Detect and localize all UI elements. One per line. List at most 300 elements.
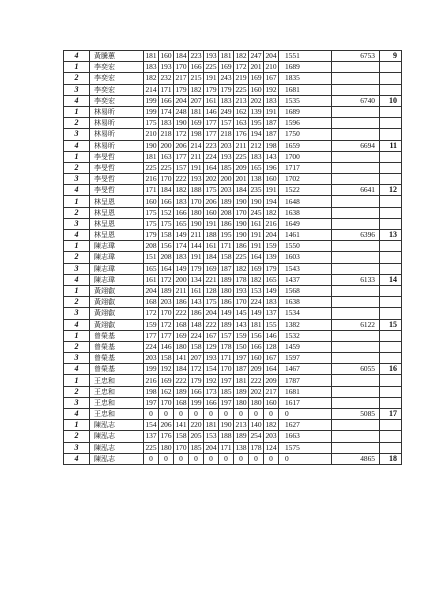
game-score: 141: [175, 353, 187, 363]
rank-cell: [380, 118, 402, 129]
player-name: 黃翊叡: [90, 285, 144, 296]
game-score: 204: [175, 95, 187, 105]
game-number: 2: [64, 386, 90, 397]
game-score: 184: [235, 185, 247, 195]
row-total: 1617: [279, 397, 332, 408]
game-score: 184: [175, 364, 187, 374]
grand-total: 6753: [332, 51, 380, 62]
grand-total: [332, 397, 380, 408]
rank-cell: 9: [380, 51, 402, 62]
rank-cell: 11: [380, 140, 402, 151]
game-score: 202: [250, 95, 262, 105]
row-total: 1681: [279, 386, 332, 397]
game-score: 190: [250, 196, 262, 206]
grand-total: [332, 442, 380, 453]
game-score: 209: [235, 162, 247, 172]
table-row: [64, 140, 402, 151]
game-score: 170: [175, 442, 187, 452]
row-total: 1551: [279, 51, 332, 62]
player-name: 曾榮基: [90, 341, 144, 352]
game-score: 0: [264, 453, 279, 464]
game-score: 187: [220, 263, 232, 273]
game-score: 206: [175, 140, 187, 150]
game-number: 2: [64, 431, 90, 442]
table-row: [64, 51, 402, 62]
game-score: 170: [190, 196, 202, 206]
game-number: 2: [64, 162, 90, 173]
game-score: 202: [205, 174, 217, 184]
game-score: 187: [235, 364, 247, 374]
row-total: 1702: [279, 174, 332, 185]
game-score: 146: [160, 341, 172, 351]
game-score: 178: [220, 341, 232, 351]
game-score: 217: [175, 73, 187, 83]
rank-cell: [380, 420, 402, 431]
game-score: 216: [145, 375, 157, 385]
game-score: 0: [204, 453, 219, 464]
game-score: 189: [235, 431, 247, 441]
grand-total: [332, 84, 380, 95]
grand-total: [332, 308, 380, 319]
row-total: 1689: [279, 106, 332, 117]
game-score: 183: [220, 95, 232, 105]
game-score: 169: [250, 73, 262, 83]
game-score: 180: [175, 341, 187, 351]
grand-total: [332, 151, 380, 162]
game-score: 180: [250, 397, 262, 407]
rank-cell: [380, 207, 402, 218]
game-number: 1: [64, 151, 90, 162]
row-total: 1689: [279, 62, 332, 73]
game-number: 4: [64, 140, 90, 151]
game-score: 159: [265, 241, 277, 251]
table-row: [64, 196, 402, 207]
game-score: 192: [160, 364, 172, 374]
game-score: 212: [250, 140, 262, 150]
game-score: 152: [160, 207, 172, 217]
row-total: 0: [279, 409, 332, 420]
player-name: 陳志瑋: [90, 274, 144, 285]
game-score: 206: [205, 196, 217, 206]
row-total: 1550: [279, 241, 332, 252]
grand-total: 5085: [332, 409, 380, 420]
game-score: 184: [205, 252, 217, 262]
game-score: 191: [265, 185, 277, 195]
game-score: 161: [205, 241, 217, 251]
player-name: 李旻哲: [90, 151, 144, 162]
game-score: 181: [235, 375, 247, 385]
game-score: 156: [250, 330, 262, 340]
grand-total: [332, 285, 380, 296]
player-name: 黃翊叡: [90, 319, 144, 330]
game-score: 189: [235, 386, 247, 396]
row-total: 1603: [279, 252, 332, 263]
game-score: 213: [235, 95, 247, 105]
game-score: 172: [235, 62, 247, 72]
row-total: 1461: [279, 230, 332, 241]
row-total: 1638: [279, 207, 332, 218]
game-score: 0: [174, 409, 189, 420]
game-number: 2: [64, 118, 90, 129]
game-score: 0: [219, 409, 234, 420]
game-score: 0: [144, 409, 159, 420]
game-score: 161: [190, 286, 202, 296]
table-row: [64, 420, 402, 431]
game-score: 209: [250, 364, 262, 374]
game-score: 169: [205, 263, 217, 273]
game-score: 128: [265, 341, 277, 351]
game-score: 225: [205, 62, 217, 72]
game-score: 191: [250, 230, 262, 240]
rank-cell: [380, 397, 402, 408]
player-name: 林易昕: [90, 140, 144, 151]
rank-cell: [380, 151, 402, 162]
game-score: 249: [220, 107, 232, 117]
game-score: 190: [145, 140, 157, 150]
game-score: 169: [175, 330, 187, 340]
game-score: 193: [220, 151, 232, 161]
game-score: 139: [250, 107, 262, 117]
game-score: 188: [205, 230, 217, 240]
game-score: 160: [265, 174, 277, 184]
game-number: 1: [64, 241, 90, 252]
game-score: 208: [220, 207, 232, 217]
game-score: 0: [159, 409, 174, 420]
game-score: 182: [235, 51, 247, 61]
row-total: 1597: [279, 353, 332, 364]
player-name: 林易昕: [90, 106, 144, 117]
game-score: 179: [190, 375, 202, 385]
game-score: 190: [235, 230, 247, 240]
row-total: 1467: [279, 364, 332, 375]
game-score: 222: [250, 375, 262, 385]
game-score: 170: [220, 364, 232, 374]
game-score: 172: [160, 274, 172, 284]
game-score: 169: [250, 263, 262, 273]
player-name: 陳泓志: [90, 453, 144, 464]
table-row: [64, 84, 402, 95]
game-score: 225: [235, 151, 247, 161]
rank-cell: 12: [380, 185, 402, 196]
rank-cell: [380, 241, 402, 252]
game-score: 232: [160, 73, 172, 83]
rank-cell: 13: [380, 230, 402, 241]
game-score: 178: [250, 442, 262, 452]
table-row: [64, 129, 402, 140]
game-score: 170: [160, 397, 172, 407]
game-score: 160: [160, 51, 172, 61]
table-row: [64, 162, 402, 173]
game-number: 3: [64, 174, 90, 185]
game-score: 175: [160, 218, 172, 228]
player-name: 王忠和: [90, 386, 144, 397]
table-row: [64, 364, 402, 375]
game-score: 183: [265, 95, 277, 105]
table-row: [64, 330, 402, 341]
game-score: 220: [190, 420, 202, 430]
game-score: 248: [175, 107, 187, 117]
rank-cell: [380, 308, 402, 319]
game-score: 186: [220, 297, 232, 307]
game-score: 153: [205, 431, 217, 441]
row-total: 1750: [279, 129, 332, 140]
game-score: 171: [220, 442, 232, 452]
game-score: 215: [190, 73, 202, 83]
game-number: 1: [64, 285, 90, 296]
game-score: 216: [145, 174, 157, 184]
grand-total: 6694: [332, 140, 380, 151]
game-score: 141: [175, 420, 187, 430]
game-score: 190: [175, 118, 187, 128]
game-score: 194: [265, 196, 277, 206]
game-score: 192: [265, 84, 277, 94]
game-score: 143: [265, 151, 277, 161]
game-score: 235: [250, 185, 262, 195]
grand-total: [332, 73, 380, 84]
game-number: 4: [64, 95, 90, 106]
game-score: 134: [190, 274, 202, 284]
game-score: 189: [220, 319, 232, 329]
rank-cell: [380, 375, 402, 386]
player-name: 林易昕: [90, 129, 144, 140]
game-score: 164: [250, 252, 262, 262]
game-score: 175: [145, 118, 157, 128]
game-score: 161: [250, 218, 262, 228]
table-row: [64, 207, 402, 218]
grand-total: [332, 218, 380, 229]
game-score: 166: [160, 95, 172, 105]
game-score: 179: [145, 230, 157, 240]
game-score: 154: [205, 364, 217, 374]
row-total: 1681: [279, 84, 332, 95]
game-score: 210: [145, 129, 157, 139]
game-score: 222: [175, 174, 187, 184]
table-row: [64, 308, 402, 319]
game-score: 149: [220, 308, 232, 318]
table-row: [64, 218, 402, 229]
table-row: [64, 375, 402, 386]
game-score: 0: [249, 453, 264, 464]
player-name: 黃翊叡: [90, 308, 144, 319]
row-total: 1522: [279, 185, 332, 196]
game-score: 185: [190, 442, 202, 452]
game-number: 4: [64, 230, 90, 241]
row-total: 1659: [279, 140, 332, 151]
grand-total: [332, 263, 380, 274]
game-score: 175: [205, 297, 217, 307]
grand-total: [332, 353, 380, 364]
row-total: 1535: [279, 95, 332, 106]
game-score: 183: [160, 118, 172, 128]
game-score: 0: [219, 453, 234, 464]
game-score: 177: [205, 129, 217, 139]
game-score: 0: [234, 409, 249, 420]
table-row: [64, 263, 402, 274]
game-score: 167: [205, 330, 217, 340]
game-score: 225: [235, 84, 247, 94]
game-score: 159: [235, 330, 247, 340]
grand-total: [332, 341, 380, 352]
game-score: 190: [235, 218, 247, 228]
game-score: 193: [190, 174, 202, 184]
grand-total: [332, 207, 380, 218]
game-number: 2: [64, 297, 90, 308]
game-score: 199: [190, 397, 202, 407]
game-score: 176: [160, 431, 172, 441]
game-score: 170: [235, 207, 247, 217]
player-name: 陳泓志: [90, 431, 144, 442]
game-number: 3: [64, 397, 90, 408]
player-name: 陳泓志: [90, 420, 144, 431]
rank-cell: [380, 218, 402, 229]
game-score: 203: [160, 297, 172, 307]
rank-cell: [380, 431, 402, 442]
rank-cell: [380, 196, 402, 207]
game-score: 158: [190, 341, 202, 351]
game-score: 190: [220, 420, 232, 430]
game-score: 165: [175, 218, 187, 228]
game-score: 207: [190, 353, 202, 363]
game-score: 196: [265, 162, 277, 172]
game-score: 182: [175, 185, 187, 195]
game-score: 177: [145, 330, 157, 340]
game-score: 179: [265, 263, 277, 273]
game-score: 170: [160, 174, 172, 184]
grand-total: [332, 431, 380, 442]
game-score: 128: [205, 286, 217, 296]
game-score: 195: [220, 230, 232, 240]
game-number: 3: [64, 84, 90, 95]
game-score: 137: [265, 308, 277, 318]
game-score: 181: [190, 107, 202, 117]
game-score: 193: [235, 286, 247, 296]
rank-cell: [380, 330, 402, 341]
rank-cell: 18: [380, 453, 402, 464]
game-score: 183: [265, 297, 277, 307]
game-score: 190: [190, 218, 202, 228]
game-score: 203: [265, 431, 277, 441]
game-number: 4: [64, 453, 90, 464]
game-score: 214: [145, 84, 157, 94]
game-score: 129: [205, 341, 217, 351]
game-score: 157: [175, 162, 187, 172]
game-score: 183: [175, 196, 187, 206]
game-score: 208: [160, 252, 172, 262]
table-row: [64, 151, 402, 162]
game-score: 145: [235, 308, 247, 318]
row-total: 1663: [279, 431, 332, 442]
player-name: 黃翊叡: [90, 297, 144, 308]
game-score: 175: [145, 207, 157, 217]
grand-total: [332, 241, 380, 252]
game-score: 179: [175, 84, 187, 94]
game-number: 3: [64, 129, 90, 140]
grand-total: [332, 386, 380, 397]
game-score: 197: [220, 397, 232, 407]
game-score: 168: [145, 297, 157, 307]
game-score: 179: [220, 84, 232, 94]
game-score: 225: [145, 162, 157, 172]
player-name: 陳志瑋: [90, 241, 144, 252]
player-name: 陳志瑋: [90, 252, 144, 263]
game-score: 167: [265, 353, 277, 363]
game-score: 157: [220, 330, 232, 340]
game-score: 189: [220, 196, 232, 206]
rank-cell: [380, 106, 402, 117]
player-name: 林呈恩: [90, 196, 144, 207]
game-number: 2: [64, 252, 90, 263]
game-score: 169: [220, 62, 232, 72]
table-row: [64, 241, 402, 252]
row-total: 1575: [279, 442, 332, 453]
game-score: 183: [250, 151, 262, 161]
game-score: 166: [190, 386, 202, 396]
game-score: 172: [160, 319, 172, 329]
game-number: 1: [64, 106, 90, 117]
game-score: 187: [265, 118, 277, 128]
game-score: 164: [265, 364, 277, 374]
row-total: 1543: [279, 263, 332, 274]
game-score: 177: [160, 330, 172, 340]
game-score: 222: [175, 375, 187, 385]
game-score: 204: [265, 51, 277, 61]
game-score: 181: [145, 151, 157, 161]
game-number: 3: [64, 218, 90, 229]
game-score: 243: [220, 73, 232, 83]
game-score: 0: [189, 409, 204, 420]
game-score: 188: [190, 185, 202, 195]
game-score: 204: [205, 308, 217, 318]
grand-total: [332, 118, 380, 129]
game-score: 148: [190, 319, 202, 329]
table-row: [64, 174, 402, 185]
row-total: 1648: [279, 196, 332, 207]
row-total: 1835: [279, 73, 332, 84]
game-score: 182: [250, 274, 262, 284]
player-name: 李奕宏: [90, 84, 144, 95]
game-score: 203: [220, 140, 232, 150]
grand-total: [332, 297, 380, 308]
game-score: 187: [265, 129, 277, 139]
game-score: 166: [250, 341, 262, 351]
game-score: 174: [175, 241, 187, 251]
game-score: 171: [145, 185, 157, 195]
game-score: 138: [235, 442, 247, 452]
game-score: 143: [235, 319, 247, 329]
player-name: 李奕宏: [90, 95, 144, 106]
game-score: 160: [250, 353, 262, 363]
grand-total: [332, 196, 380, 207]
game-score: 171: [160, 84, 172, 94]
game-score: 191: [205, 73, 217, 83]
game-score: 198: [145, 386, 157, 396]
player-name: 陳志瑋: [90, 263, 144, 274]
game-score: 208: [145, 241, 157, 251]
game-score: 172: [145, 308, 157, 318]
game-number: 4: [64, 409, 90, 420]
game-score: 245: [250, 207, 262, 217]
game-number: 4: [64, 319, 90, 330]
table-row: [64, 397, 402, 408]
game-score: 161: [205, 95, 217, 105]
game-score: 186: [220, 218, 232, 228]
game-score: 0: [189, 453, 204, 464]
grand-total: 4865: [332, 453, 380, 464]
game-score: 138: [250, 174, 262, 184]
game-score: 197: [220, 375, 232, 385]
game-score: 189: [220, 274, 232, 284]
rank-cell: [380, 174, 402, 185]
